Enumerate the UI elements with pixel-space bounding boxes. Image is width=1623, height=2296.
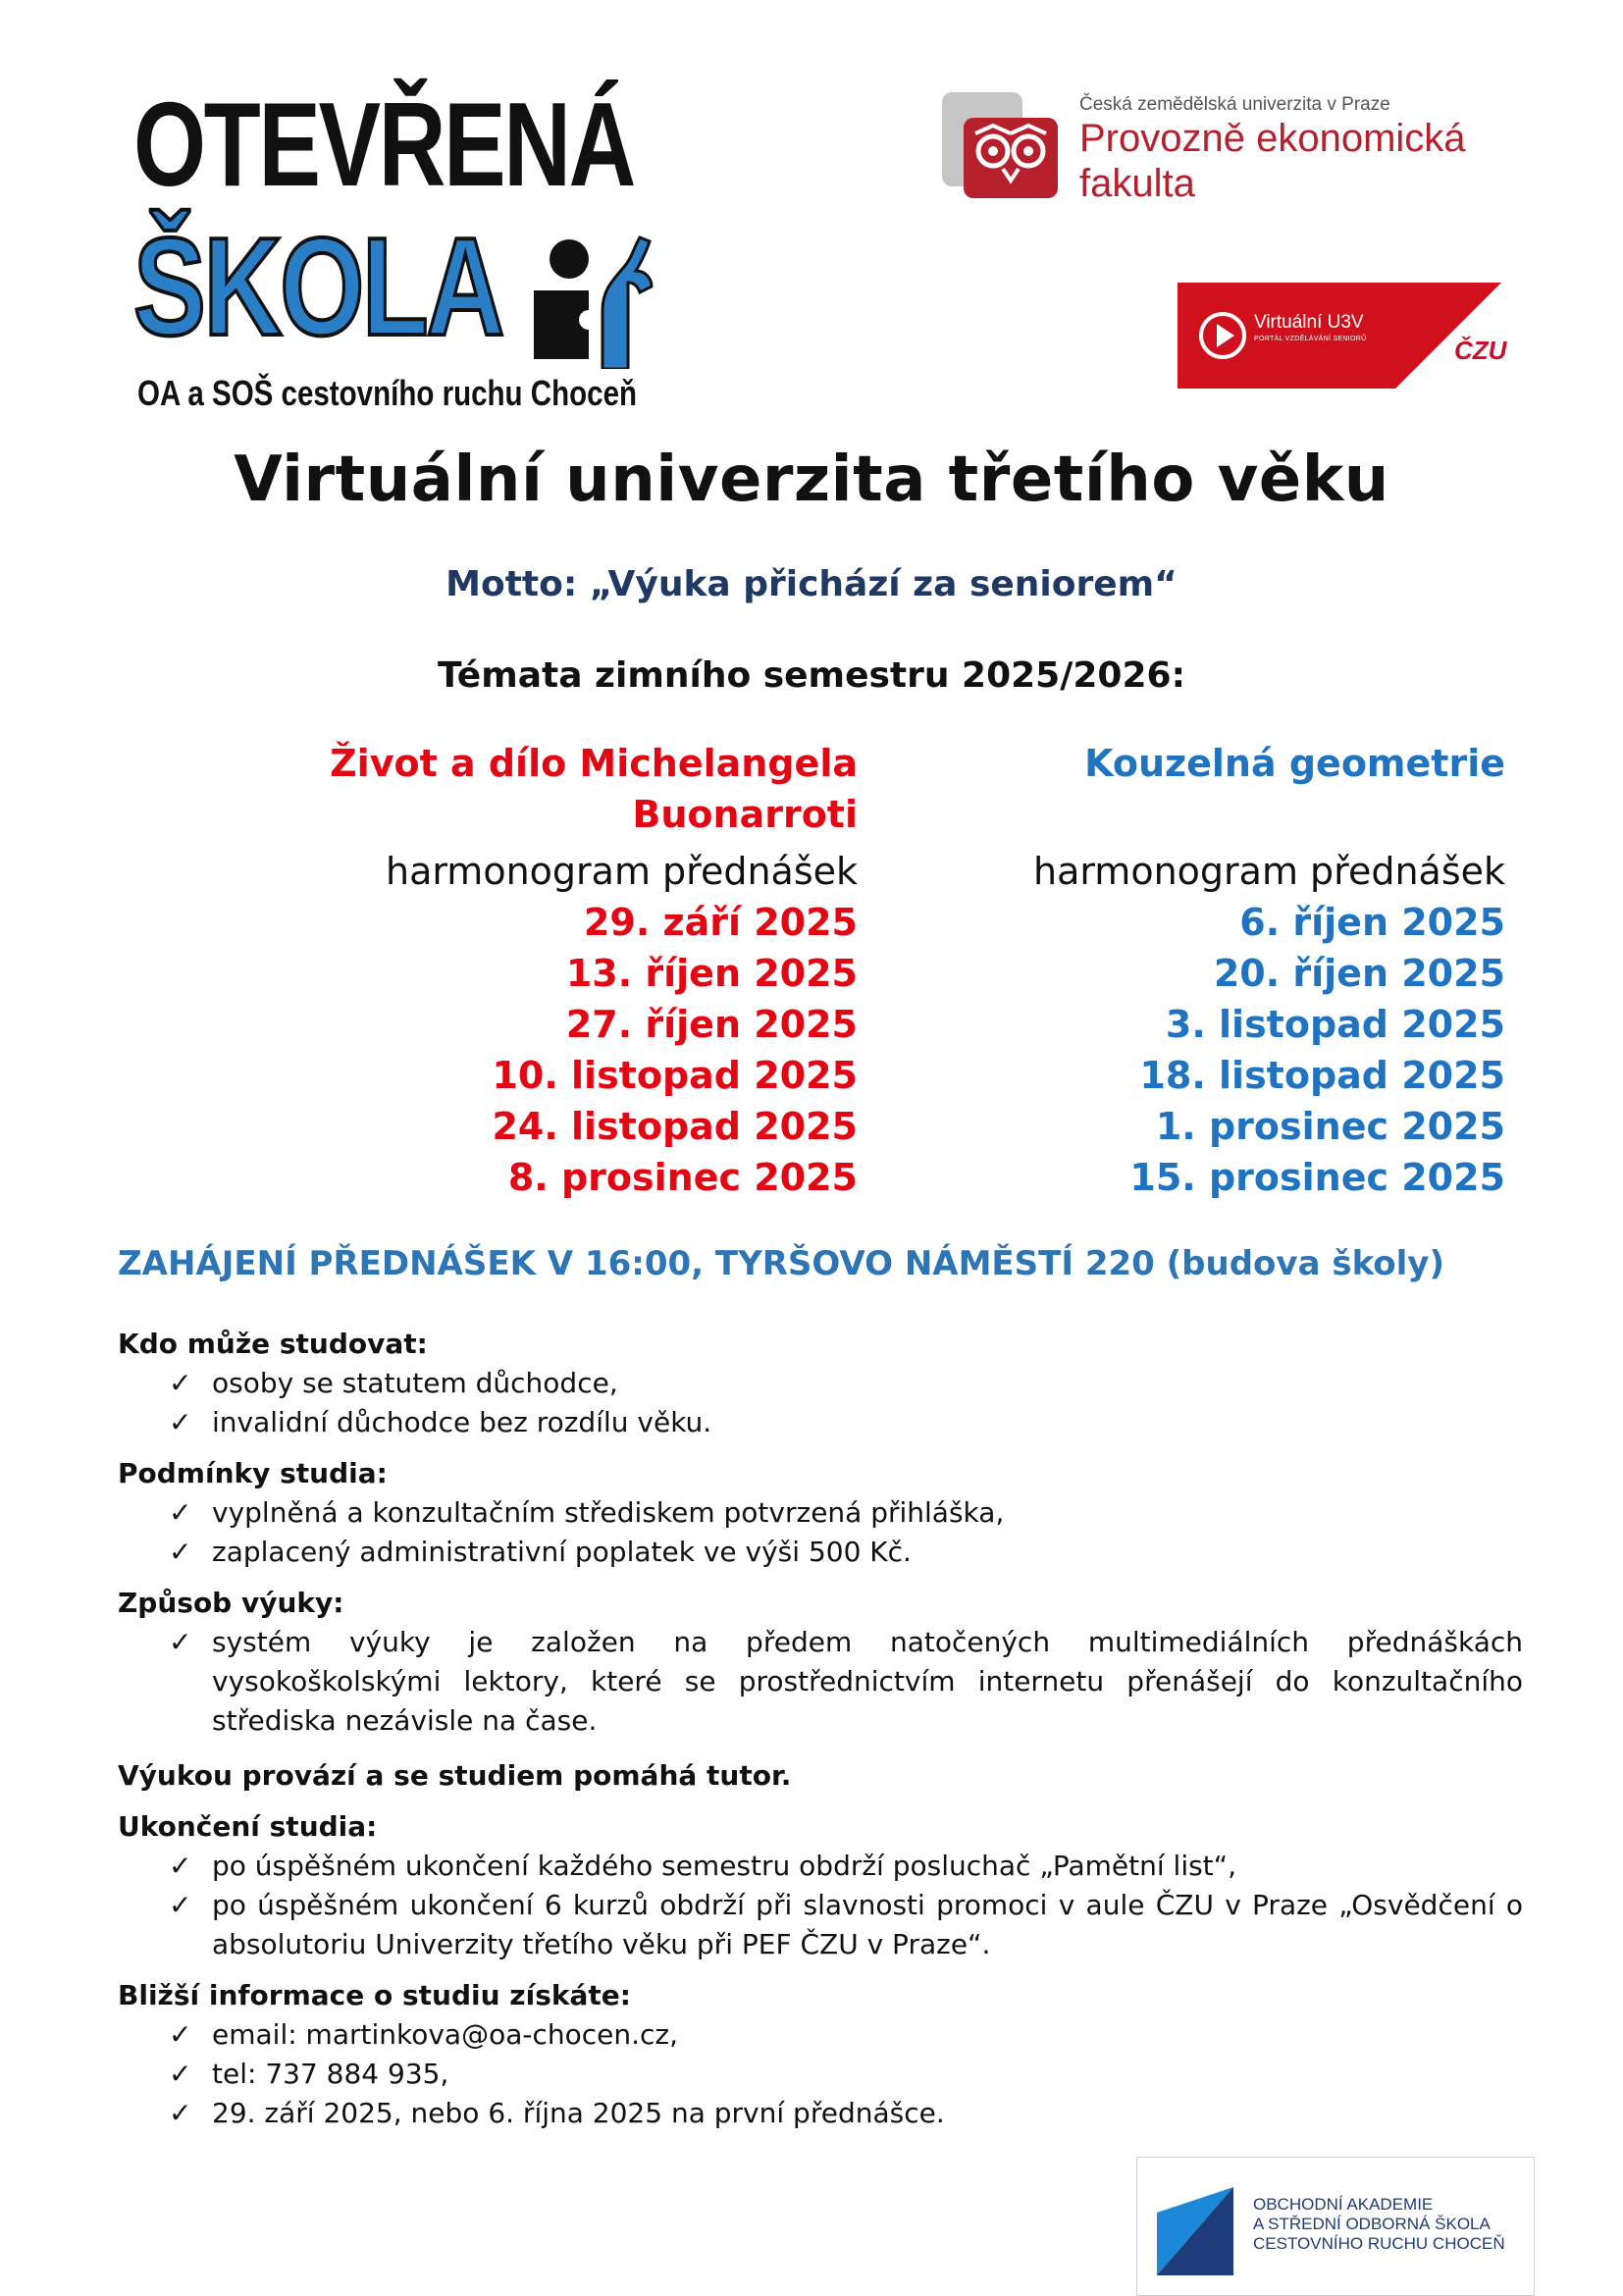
- lecture-date: 3. listopad 2025: [1165, 1003, 1505, 1046]
- section-heading-completion: Ukončení studia:: [118, 1810, 378, 1843]
- topic-title-line2: Buonarroti: [632, 793, 858, 836]
- list-item: [169, 1533, 1523, 1572]
- lecture-date: 1. prosinec 2025: [1155, 1105, 1505, 1148]
- topic-michelangelo: [171, 738, 858, 1203]
- section-heading-who: Kdo může studovat:: [118, 1328, 428, 1360]
- check-icon: ✓: [169, 1850, 192, 1882]
- list-item-text: systém výuky je založen na předem natočených multimediálních přednáškách vysokoškolskými lektory, které se prostřednictvím internetu přenášejí do konzultačního střediska nezávisle na čase.: [212, 1626, 1523, 1737]
- contact-email: email: martinkova@oa-chocen.cz,: [212, 2018, 679, 2051]
- list-item: [169, 2094, 1523, 2133]
- list-item: [169, 1623, 1523, 1741]
- logo-os-line3: OA a SOŠ cestovního ruchu Choceň: [137, 373, 638, 413]
- page-title: Virtuální univerzita třetího věku: [234, 444, 1389, 516]
- list-item-text: po úspěšném ukončení každého semestru obdrží posluchač „Pamětní list“,: [212, 1850, 1237, 1882]
- pef-faculty-line2: fakulta: [1079, 162, 1195, 205]
- check-icon: ✓: [169, 2097, 192, 2129]
- lecture-date: 6. říjen 2025: [1239, 901, 1505, 944]
- semester-heading: Témata zimního semestru 2025/2026:: [438, 655, 1185, 696]
- completion-list: [118, 1847, 1523, 1964]
- u3v-name: Virtuální U3V: [1254, 312, 1364, 333]
- motto: Motto: „Výuka přichází za seniorem“: [445, 564, 1178, 604]
- oa-logo-line3: CESTOVNÍHO RUCHU CHOCEŇ: [1253, 2234, 1505, 2253]
- lecture-date: 15. prosinec 2025: [1129, 1156, 1505, 1199]
- lecture-start-info: ZAHÁJENÍ PŘEDNÁŠEK V 16:00, TYRŠOVO NÁMĚSTÍ 220 (budova školy): [118, 1244, 1444, 1283]
- contact-phone: tel: 737 884 935,: [212, 2058, 449, 2090]
- who-list: [118, 1364, 1523, 1442]
- contact-list: [118, 2015, 1523, 2133]
- list-item-text: invalidní důchodce bez rozdílu věku.: [212, 1406, 712, 1438]
- schedule-label: harmonogram přednášek: [385, 850, 858, 893]
- list-item-text: po úspěšném ukončení 6 kurzů obdrží při slavnosti promoci v aule ČZU v Praze „Osvědčení o absolutoriu Univerzity třetího věku při PEF ČZU v Praze“.: [212, 1889, 1523, 1960]
- lecture-date: 29. září 2025: [583, 901, 858, 944]
- list-item: [169, 1403, 1523, 1442]
- otevrena-skola-logo: [133, 78, 657, 418]
- conditions-list: [118, 1493, 1523, 1572]
- list-item: [169, 1364, 1523, 1403]
- list-item-text: zaplacený administrativní poplatek ve výši 500 Kč.: [212, 1536, 912, 1568]
- info-sections: [118, 1325, 1523, 2133]
- check-icon: ✓: [169, 1889, 192, 1921]
- check-icon: ✓: [169, 2058, 192, 2090]
- lecture-date: 18. listopad 2025: [1139, 1054, 1505, 1097]
- topic-title-line1: Život a dílo Michelangela: [330, 742, 858, 785]
- check-icon: ✓: [169, 1536, 192, 1568]
- check-icon: ✓: [169, 1367, 192, 1399]
- section-heading-method: Způsob výuky:: [118, 1587, 344, 1619]
- pef-faculty-line1: Provozně ekonomická: [1079, 117, 1466, 160]
- method-list: [118, 1623, 1523, 1741]
- owl-icon: [942, 92, 1070, 202]
- oa-chocen-logo: [1136, 2157, 1535, 2296]
- pef-faculty: [1079, 116, 1466, 206]
- check-icon: ✓: [169, 1406, 192, 1438]
- oa-logo-line1: OBCHODNÍ AKADEMIE: [1253, 2195, 1434, 2214]
- list-item: [169, 2015, 1523, 2055]
- list-item: [169, 1493, 1523, 1533]
- czu-mark: ČZU: [1454, 336, 1507, 365]
- lecture-date: 24. listopad 2025: [492, 1105, 858, 1148]
- oa-emblem-icon: [1157, 2187, 1255, 2275]
- check-icon: ✓: [169, 1496, 192, 1529]
- logo-os-line2: ŠKOLA: [133, 209, 502, 365]
- list-item: [169, 2055, 1523, 2094]
- puzzle-figure-icon: [524, 222, 661, 369]
- pef-university: Česká zemědělská univerzita v Praze: [1079, 94, 1390, 115]
- lecture-date: 27. říjen 2025: [565, 1003, 858, 1046]
- list-item-text: vyplněná a konzultačním střediskem potvrzená přihláška,: [212, 1496, 1005, 1529]
- lecture-date: 10. listopad 2025: [492, 1054, 858, 1097]
- lecture-date: 8. prosinec 2025: [507, 1156, 858, 1199]
- section-heading-contact: Bližší informace o studiu získáte:: [118, 1979, 631, 2011]
- oa-logo-text: [1253, 2195, 1505, 2254]
- pef-logo: [942, 92, 1492, 205]
- check-icon: ✓: [169, 2018, 192, 2051]
- logo-os-line1: OTEVŘENÁ: [133, 78, 635, 211]
- topic-geometry: [818, 738, 1505, 1203]
- schedule-label: harmonogram přednášek: [1032, 850, 1505, 893]
- list-item: [169, 1886, 1523, 1964]
- contact-dates: 29. září 2025, nebo 6. října 2025 na první přednášce.: [212, 2097, 945, 2129]
- u3v-tagline: PORTÁL VZDĚLÁVÁNÍ SENIORŮ: [1254, 336, 1367, 342]
- list-item-text: osoby se statutem důchodce,: [212, 1367, 618, 1399]
- list-item: [169, 1847, 1523, 1886]
- tutor-note: Výukou provází a se studiem pomáhá tutor.: [118, 1759, 792, 1792]
- lecture-date: 20. říjen 2025: [1213, 952, 1505, 995]
- section-heading-conditions: Podmínky studia:: [118, 1457, 388, 1489]
- check-icon: ✓: [169, 1626, 192, 1658]
- lecture-date: 13. říjen 2025: [565, 952, 858, 995]
- oa-logo-line2: A STŘEDNÍ ODBORNÁ ŠKOLA: [1253, 2215, 1491, 2233]
- topic-title-line1: Kouzelná geometrie: [1084, 742, 1505, 785]
- u3v-logo: [1178, 283, 1507, 389]
